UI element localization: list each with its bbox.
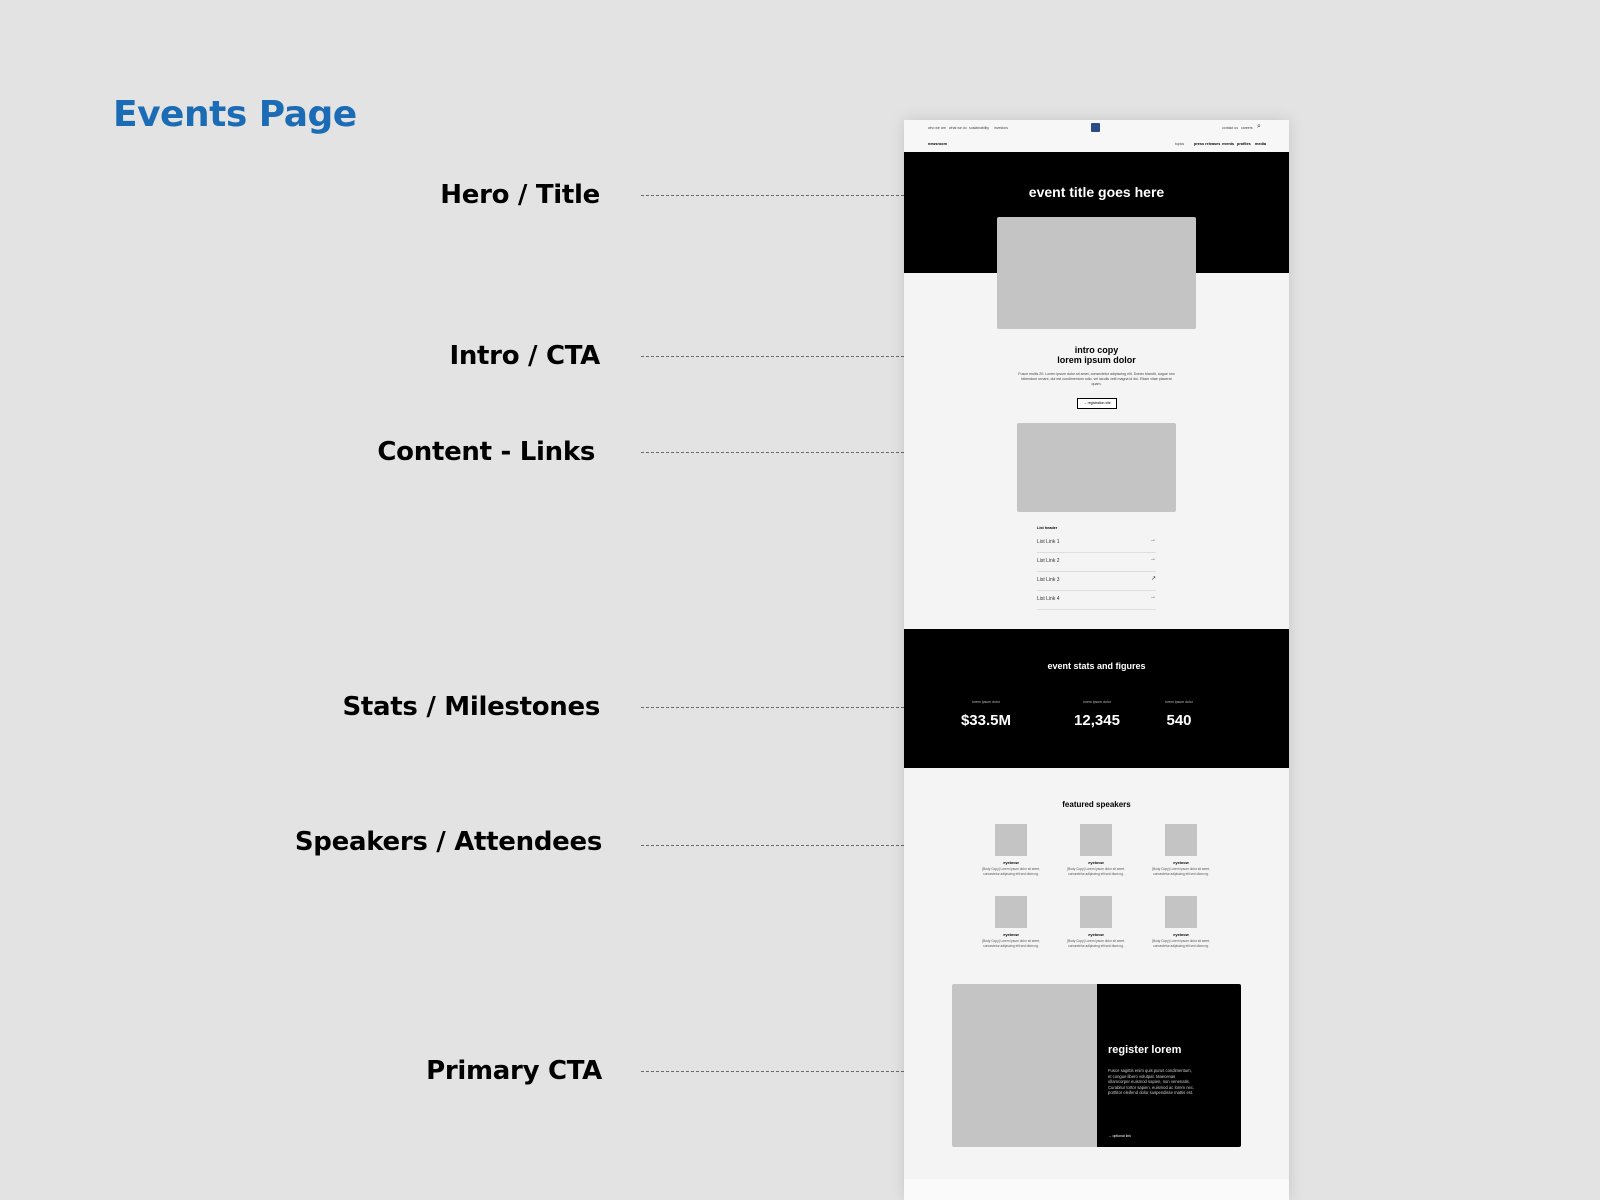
registration-button[interactable] — [1077, 398, 1117, 409]
cta-panel — [1097, 984, 1241, 1147]
annotation-hero-title: Hero / Title — [440, 180, 600, 210]
list-link-label: List Link 4 — [1037, 596, 1060, 602]
hero-image-placeholder — [997, 217, 1196, 329]
nav-link[interactable]: contact us — [1222, 126, 1238, 130]
annotation-stats-milestones: Stats / Milestones — [342, 692, 600, 722]
arrow-right-icon: → — [1150, 537, 1156, 543]
intro-heading-line1: intro copy — [1074, 345, 1119, 355]
speaker-body: [Body Copy] Lorem ipsum dolor sit amet, consectetur adipiscing elit sed diam ng. — [1152, 939, 1210, 948]
logo-icon[interactable] — [1091, 123, 1100, 132]
speaker-eyebrow: eyebrow — [1003, 861, 1019, 865]
speaker-eyebrow: eyebrow — [1088, 933, 1104, 937]
hero-title: event title goes here — [1028, 184, 1165, 200]
intro-body: Fusce mollis 20. Lorem ipsum dolor sit amet, consectetur adipiscing elit. Donec blandit, augue non bibendum ornare, dui est condimentum odio, vel iaculis velit magna id dui. Etiam vitae placerat quam. — [1018, 372, 1175, 386]
nav-link[interactable]: profiles — [1237, 142, 1251, 146]
list-header: List header — [1037, 526, 1058, 530]
nav-link[interactable]: topics — [1175, 142, 1185, 146]
speaker-eyebrow: eyebrow — [1173, 933, 1189, 937]
annotation-intro-cta: Intro / CTA — [449, 341, 600, 371]
footer-area — [904, 1179, 1289, 1200]
stat-value: 12,345 — [1074, 712, 1120, 729]
cta-link[interactable] — [1108, 1134, 1131, 1138]
arrow-right-icon: → — [1150, 594, 1156, 600]
nav-link[interactable]: investors — [994, 126, 1009, 130]
nav-link[interactable]: media — [1255, 142, 1266, 146]
annotation-primary-cta: Primary CTA — [426, 1056, 602, 1086]
stats-title: event stats and figures — [1047, 661, 1146, 671]
registration-button-label: registration site — [1087, 401, 1111, 405]
annotation-content-links: Content - Links — [377, 437, 595, 467]
nav-link[interactable]: events — [1222, 142, 1235, 146]
speaker-photo-placeholder — [1165, 896, 1197, 928]
cta-image-placeholder — [952, 984, 1097, 1147]
list-link-label: List Link 1 — [1037, 539, 1060, 545]
arrow-right-icon: → — [1150, 556, 1156, 562]
speaker-photo-placeholder — [995, 824, 1027, 856]
arrow-external-icon: ↗ — [1150, 576, 1156, 582]
leader-line-speakers — [641, 845, 929, 846]
speaker-photo-placeholder — [995, 896, 1027, 928]
stat-label: lorem ipsum dolor — [1165, 700, 1193, 704]
nav-link[interactable]: sustainability — [969, 126, 990, 130]
list-item[interactable] — [1037, 552, 1156, 572]
nav-link[interactable]: press releases — [1194, 142, 1221, 146]
speaker-photo-placeholder — [1080, 824, 1112, 856]
nav-link[interactable]: what we do — [949, 126, 967, 130]
list-item[interactable] — [1037, 533, 1156, 553]
leader-line-cta — [641, 1071, 929, 1072]
leader-line-links — [641, 452, 929, 453]
content-image-placeholder — [1017, 423, 1176, 512]
cta-body: Fusce sagittis enim quis purus condimentum, et congue libero volutpat. Maecenas ullamcorper euismod sapien, non venenatis. Curabitur tortor sapien, euismod ac lorem nec, porttitor eleifend dolor suspendisse mattis est. — [1108, 1068, 1195, 1095]
section-label: newsroom — [928, 142, 947, 146]
speaker-eyebrow: eyebrow — [1088, 861, 1104, 865]
speaker-body: [Body Copy] Lorem ipsum dolor sit amet, consectetur adipiscing elit sed diam ng. — [1067, 867, 1125, 876]
speaker-body: [Body Copy] Lorem ipsum dolor sit amet, consectetur adipiscing elit sed diam ng. — [1067, 939, 1125, 948]
arrow-icon: → — [1083, 401, 1088, 405]
speaker-photo-placeholder — [1165, 824, 1197, 856]
page-title: Events Page — [113, 94, 357, 135]
leader-line-hero — [641, 195, 929, 196]
stat-value: $33.5M — [960, 712, 1012, 729]
speaker-body: [Body Copy] Lorem ipsum dolor sit amet, consectetur adipiscing elit sed diam ng. — [982, 939, 1040, 948]
cta-title: register lorem — [1108, 1044, 1182, 1056]
nav-link[interactable]: who we are — [928, 126, 946, 130]
list-link-label: List Link 2 — [1037, 558, 1060, 564]
cta-link-label: optional link — [1112, 1134, 1131, 1138]
list-item[interactable] — [1037, 590, 1156, 610]
speaker-body: [Body Copy] Lorem ipsum dolor sit amet, consectetur adipiscing elit sed diam ng. — [1152, 867, 1210, 876]
nav-link[interactable]: careers — [1241, 126, 1253, 130]
intro-heading-line2: lorem ipsum dolor — [1057, 355, 1136, 365]
stats-section — [904, 629, 1289, 768]
stat-value: 540 — [1166, 712, 1192, 729]
annotation-speakers-attendees: Speakers / Attendees — [294, 827, 602, 857]
speaker-photo-placeholder — [1080, 896, 1112, 928]
speakers-title: featured speakers — [1062, 800, 1131, 809]
list-link-label: List Link 3 — [1037, 577, 1060, 583]
stat-label: lorem ipsum dolor — [1083, 700, 1111, 704]
leader-line-intro — [641, 356, 929, 357]
list-item[interactable] — [1037, 571, 1156, 591]
search-icon[interactable]: ⌕ — [1257, 123, 1261, 130]
leader-line-stats — [641, 707, 929, 708]
speaker-eyebrow: eyebrow — [1003, 933, 1019, 937]
speaker-body: [Body Copy] Lorem ipsum dolor sit amet, consectetur adipiscing elit sed diam ng. — [982, 867, 1040, 876]
speaker-eyebrow: eyebrow — [1173, 861, 1189, 865]
wireframe-nav — [904, 120, 1289, 152]
wireframe-mockup — [904, 120, 1289, 1200]
stat-label: lorem ipsum dolor — [972, 700, 1000, 704]
arrow-icon: → — [1108, 1134, 1113, 1138]
